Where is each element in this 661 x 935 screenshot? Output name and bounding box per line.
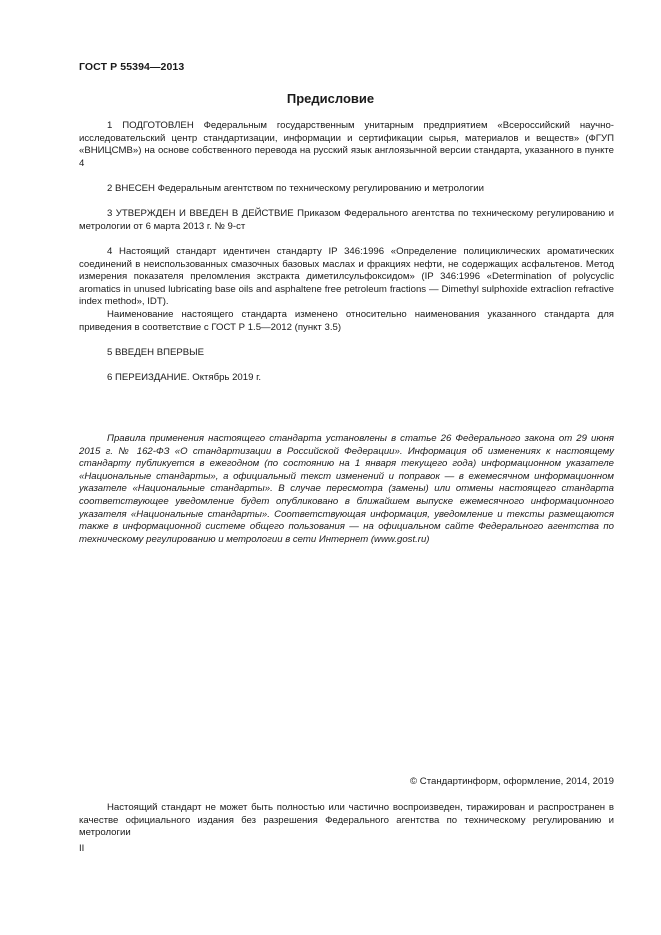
document-code-header: ГОСТ Р 55394—2013 (79, 61, 185, 73)
preface-body (79, 120, 614, 384)
preface-item-4: 4 Настоящий стандарт идентичен стандарту IP 346:1996 «Определение полициклических ароматических соединений в неиспользованных смазочных базовых маслах и фракциях нефти, не содержащих асфальтенов. Метод измерения показателя преломления экстракта диметилсульфоксидом» (IP 346:1996 «Determination of polycyclic aromatics in unused lubricating base oils and asphaltene free petroleum fractions — Dimethyl sulphoxide extraclion refractive index method», IDT). (79, 245, 614, 308)
preface-item-1: 1 ПОДГОТОВЛЕН Федеральным государственным унитарным предприятием «Всероссийский научно-исследовательский центр стандартизации, информации и сертификации сырья, материалов и веществ» (ФГУП «ВНИЦСМВ») на основе собственного перевода на русский язык англоязычной версии стандарта, указанного в пункте 4 (79, 120, 614, 169)
copyright-line: © Стандартинформ, оформление, 2014, 2019 (410, 776, 614, 787)
page-title: Предисловие (286, 91, 375, 106)
preface-item-3: 3 УТВЕРЖДЕН И ВВЕДЕН В ДЕЙСТВИЕ Приказом Федерального агентства по техническому регулированию и метрологии от 6 марта 2013 г. № 9-ст (79, 208, 614, 232)
page-number: II (79, 843, 85, 854)
preface-item-2: 2 ВНЕСЕН Федеральным агентством по техническому регулированию и метрологии (107, 182, 485, 194)
preface-item-6: 6 ПЕРЕИЗДАНИЕ. Октябрь 2019 г. (107, 371, 262, 383)
preface-item-5: 5 ВВЕДЕН ВПЕРВЫЕ (107, 346, 205, 358)
application-rules-notice: Правила применения настоящего стандарта установлены в статье 26 Федерального закона от 29 июня 2015 г. № 162-ФЗ «О стандартизации в Российской Федерации». Информация об изменениях к настоящему стандарту публикуется в ежегодном (по состоянию на 1 января текущего года) информационном указателе «Национальные стандарты», а официальный текст изменений и поправок — в ежемесячном информационном указателе «Национальные стандарты». В случае пересмотра (замены) или отмены настоящего стандарта соответствующее уведомление будет опубликовано в ближайшем выпуске ежемесячного информационного указателя «Национальные стандарты». Соответствующая информация, уведомление и тексты размещаются также в информационной системе общего пользования — на официальном сайте Федерального агентства по техническому регулированию и метрологии в сети Интернет (www.gost.ru) (79, 433, 614, 545)
reproduction-notice: Настоящий стандарт не может быть полностью или частично воспроизведен, тиражирован и распространен в качестве официального издания без разрешения Федерального агентства по техническому регулированию и метрологии (79, 802, 614, 839)
preface-item-4-note: Наименование настоящего стандарта изменено относительно наименования указанного стандарта для приведения в соответствие с ГОСТ Р 1.5—2012 (пункт 3.5) (79, 308, 614, 333)
